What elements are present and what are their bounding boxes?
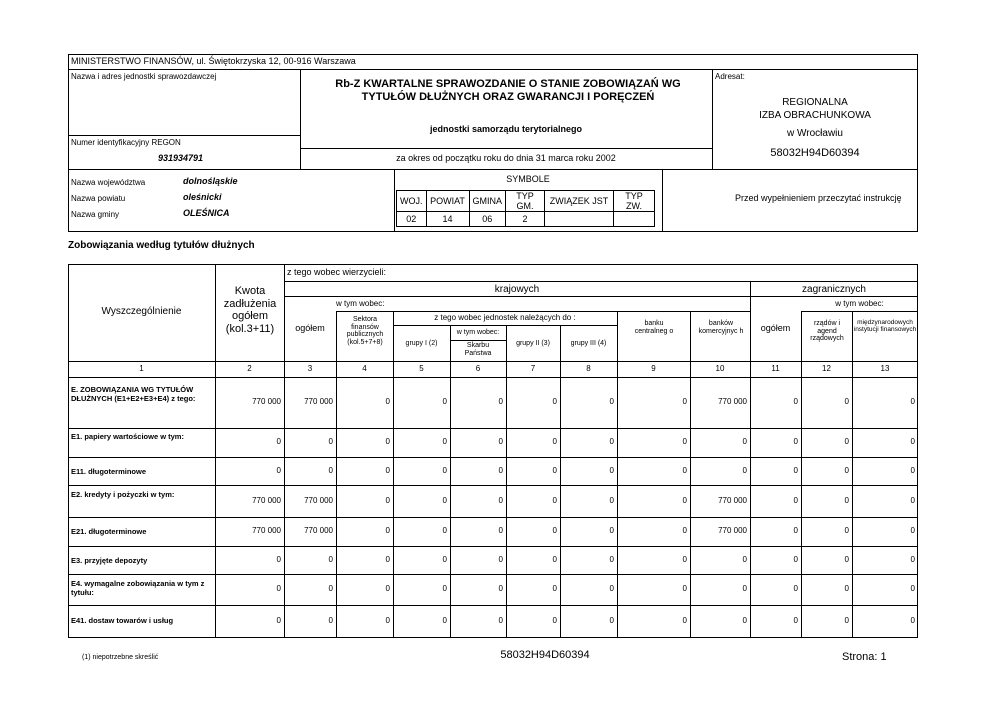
creditors-header: z tego wobec wierzycieli: xyxy=(287,267,387,277)
central-bank-header: banku centralneg o xyxy=(634,320,674,335)
column-number: 12 xyxy=(822,364,831,373)
table-cell: 0 xyxy=(844,437,849,446)
regon-label: Numer identyfikacyjny REGON xyxy=(71,138,181,147)
table-cell: 0 xyxy=(910,526,915,535)
table-cell: 770 000 xyxy=(252,496,281,505)
table-cell: 770 000 xyxy=(304,526,333,535)
table-cell: 0 xyxy=(385,526,390,535)
table-cell: 0 xyxy=(844,526,849,535)
table-cell: 0 xyxy=(742,584,747,593)
table-cell: 0 xyxy=(910,466,915,475)
table-cell: 0 xyxy=(552,584,557,593)
table-cell: 0 xyxy=(498,437,503,446)
domestic-header: krajowych xyxy=(494,284,540,295)
symbol-header: TYP ZW. xyxy=(614,191,655,212)
table-cell: 0 xyxy=(793,496,798,505)
table-cell: 0 xyxy=(682,397,687,406)
symbol-value: 2 xyxy=(506,212,545,227)
report-subtitle: jednostki samorządu terytorialnego xyxy=(429,124,583,134)
table-cell: 0 xyxy=(442,496,447,505)
table-cell: 0 xyxy=(742,616,747,625)
county-label: Nazwa powiatu xyxy=(71,194,126,203)
table-cell: 0 xyxy=(442,437,447,446)
group2-header: grupy II (3) xyxy=(516,340,550,347)
table-cell: 0 xyxy=(910,584,915,593)
table-cell: 0 xyxy=(385,397,390,406)
table-cell: 0 xyxy=(442,397,447,406)
table-cell: 0 xyxy=(385,616,390,625)
table-cell: 0 xyxy=(328,584,333,593)
column-number: 2 xyxy=(247,364,252,373)
table-cell: 0 xyxy=(276,584,281,593)
incl-small-header: w tym wobec: xyxy=(456,329,500,336)
voivodeship-label: Nazwa województwa xyxy=(71,178,146,187)
column-number: 8 xyxy=(586,364,591,373)
row-label-E2: E2. kredyty i pożyczki w tym: xyxy=(71,490,175,499)
column-number: 5 xyxy=(419,364,424,373)
table-cell: 0 xyxy=(552,397,557,406)
symbol-value xyxy=(545,212,614,227)
table-cell: 0 xyxy=(793,555,798,564)
addressee-line3: w Wrocławiu xyxy=(787,128,843,139)
table-cell: 0 xyxy=(498,616,503,625)
table-cell: 0 xyxy=(552,555,557,564)
symbol-value: 02 xyxy=(397,212,427,227)
table-cell: 0 xyxy=(910,555,915,564)
table-cell: 0 xyxy=(609,466,614,475)
foreign-header: zagranicznych xyxy=(802,284,866,295)
table-cell: 0 xyxy=(552,496,557,505)
table-cell: 0 xyxy=(844,616,849,625)
table-cell: 0 xyxy=(498,397,503,406)
table-cell: 0 xyxy=(609,496,614,505)
ministry-line: MINISTERSTWO FINANSÓW, ul. Świętokrzyska 12, 00-916 Warszawa xyxy=(71,56,356,66)
table-cell: 770 000 xyxy=(718,397,747,406)
table-cell: 0 xyxy=(385,437,390,446)
table-cell: 0 xyxy=(609,616,614,625)
table-cell: 0 xyxy=(910,397,915,406)
table-cell: 0 xyxy=(844,466,849,475)
table-cell: 0 xyxy=(276,616,281,625)
voivodeship-value: dolnośląskie xyxy=(183,176,238,186)
intl-institutions-header: międzynarodowych instytucji finansowych xyxy=(853,319,917,334)
column-number: 10 xyxy=(715,364,725,373)
government-header: rządów i agend rządowych xyxy=(810,320,844,343)
table-cell: 0 xyxy=(609,526,614,535)
table-cell: 0 xyxy=(552,526,557,535)
table-cell: 770 000 xyxy=(252,526,281,535)
commercial-banks-header: banków komercyjnyc h xyxy=(698,320,744,335)
table-cell: 0 xyxy=(276,466,281,475)
table-cell: 770 000 xyxy=(304,496,333,505)
column-number: 3 xyxy=(307,364,313,373)
table-cell: 0 xyxy=(682,584,687,593)
table-cell: 0 xyxy=(910,616,915,625)
table-cell: 0 xyxy=(609,584,614,593)
table-cell: 0 xyxy=(552,466,557,475)
symbol-header: ZWIĄZEK JST xyxy=(545,191,614,212)
regon-value: 931934791 xyxy=(158,153,204,163)
table-cell: 0 xyxy=(793,526,798,535)
group3-header: grupy III (4) xyxy=(570,340,607,347)
treasury-header: Skarbu Państwa xyxy=(464,342,492,357)
table-cell: 0 xyxy=(498,526,503,535)
section-title: Zobowiązania według tytułów dłużnych xyxy=(68,240,255,251)
row-label-E: E. ZOBOWIĄZANIA WG TYTUŁÓW DŁUŻNYCH (E1+E2+E3+E4) z tego: xyxy=(71,385,196,403)
table-cell: 0 xyxy=(682,616,687,625)
table-cell: 0 xyxy=(682,437,687,446)
addressee-line2: IZBA OBRACHUNKOWA xyxy=(759,110,871,121)
table-cell: 0 xyxy=(682,496,687,505)
table-cell: 0 xyxy=(498,555,503,564)
column-number: 4 xyxy=(362,364,367,373)
table-cell: 0 xyxy=(609,437,614,446)
page-number: Strona: 1 xyxy=(842,651,887,663)
commune-value: OLEŚNICA xyxy=(183,208,230,218)
table-cell: 0 xyxy=(682,555,687,564)
public-sector-header: Sektora finansów publicznych (kol.5+7+8) xyxy=(346,316,384,347)
row-label-E21: E21. długoterminowe xyxy=(71,527,147,536)
row-label-E41: E41. dostaw towarów i usług xyxy=(71,616,174,625)
county-value: oleśnicki xyxy=(183,192,222,202)
column-number: 7 xyxy=(530,364,536,373)
table-cell: 0 xyxy=(498,466,503,475)
table-cell: 770 000 xyxy=(718,526,747,535)
row-label-E11: E11. długoterminowe xyxy=(71,467,147,476)
symbols-title: SYMBOLE xyxy=(506,174,550,184)
row-label-E4: E4. wymagalne zobowiązania w tym z tytułu: xyxy=(71,579,205,597)
table-cell: 770 000 xyxy=(718,496,747,505)
table-cell: 0 xyxy=(385,496,390,505)
column-number: 1 xyxy=(139,364,144,373)
table-cell: 0 xyxy=(385,555,390,564)
table-cell: 0 xyxy=(844,496,849,505)
footer-code: 58032H94D60394 xyxy=(500,649,590,661)
table-cell: 0 xyxy=(742,437,747,446)
row-label-E1: E1. papiery wartościowe w tym: xyxy=(71,432,184,441)
table-cell: 0 xyxy=(276,437,281,446)
table-cell: 0 xyxy=(910,437,915,446)
table-cell: 0 xyxy=(328,437,333,446)
table-cell: 0 xyxy=(793,466,798,475)
table-cell: 0 xyxy=(385,584,390,593)
table-cell: 0 xyxy=(276,555,281,564)
table-cell: 0 xyxy=(442,584,447,593)
symbol-value: 14 xyxy=(426,212,469,227)
col-description-header: Wyszczególnienie xyxy=(101,306,182,317)
table-cell: 0 xyxy=(910,496,915,505)
column-number: 6 xyxy=(475,364,481,373)
commune-label: Nazwa gminy xyxy=(71,210,120,219)
symbol-header: POWIAT xyxy=(426,191,469,212)
report-period: za okres od początku roku do dnia 31 marca roku 2002 xyxy=(396,153,616,163)
table-cell: 0 xyxy=(793,397,798,406)
total-foreign-header: ogółem xyxy=(760,323,791,333)
symbol-value xyxy=(614,212,655,227)
total-header: ogółem xyxy=(295,323,325,333)
table-cell: 0 xyxy=(498,496,503,505)
table-cell: 770 000 xyxy=(252,397,281,406)
column-number: 9 xyxy=(651,364,656,373)
table-cell: 0 xyxy=(682,466,687,475)
document-code: 58032H94D60394 xyxy=(770,147,860,159)
incl-foreign-header: w tym wobec: xyxy=(835,299,884,308)
table-cell: 0 xyxy=(442,555,447,564)
table-cell: 0 xyxy=(793,616,798,625)
table-cell: 0 xyxy=(552,616,557,625)
symbols-table xyxy=(396,190,655,227)
group1-header: grupy I (2) xyxy=(405,340,438,347)
addressee-label: Adresat: xyxy=(715,72,745,81)
table-cell: 770 000 xyxy=(304,397,333,406)
table-cell: 0 xyxy=(844,397,849,406)
table-cell: 0 xyxy=(609,397,614,406)
row-label-E3: E3. przyjęte depozyty xyxy=(71,556,148,565)
table-cell: 0 xyxy=(328,616,333,625)
table-cell: 0 xyxy=(552,437,557,446)
instruction-note: Przed wypełnieniem przeczytać instrukcję xyxy=(735,193,902,203)
table-cell: 0 xyxy=(844,555,849,564)
table-cell: 0 xyxy=(793,437,798,446)
incl-header: w tym wobec: xyxy=(336,299,385,308)
unit-name-label: Nazwa i adres jednostki sprawozdawczej xyxy=(71,72,217,81)
table-cell: 0 xyxy=(609,555,614,564)
col-amount-header: Kwota zadłużenia ogółem (kol.3+11) xyxy=(223,285,277,335)
table-cell: 0 xyxy=(442,526,447,535)
table-cell: 0 xyxy=(682,526,687,535)
table-cell: 0 xyxy=(742,466,747,475)
table-cell: 0 xyxy=(328,555,333,564)
column-number: 11 xyxy=(771,364,780,373)
symbol-header: TYP GM. xyxy=(506,191,545,212)
table-cell: 0 xyxy=(385,466,390,475)
table-cell: 0 xyxy=(498,584,503,593)
table-cell: 0 xyxy=(442,616,447,625)
table-cell: 0 xyxy=(844,584,849,593)
footer-note: (1) niepotrzebne skreślić xyxy=(82,654,159,661)
column-number: 13 xyxy=(880,364,890,373)
table-cell: 0 xyxy=(793,584,798,593)
symbol-header: WOJ. xyxy=(397,191,427,212)
table-cell: 0 xyxy=(328,466,333,475)
report-title: Rb-Z KWARTALNE SPRAWOZDANIE O STANIE ZOBOWIĄZAŃ WG TYTUŁÓW DŁUŻNYCH ORAZ GWARANCJI I PORĘCZEŃ xyxy=(335,78,681,104)
jst-units-header: z tego wobec jednostek należących do : xyxy=(434,313,576,322)
symbol-header: GMINA xyxy=(469,191,506,212)
symbol-value: 06 xyxy=(469,212,506,227)
table-cell: 0 xyxy=(442,466,447,475)
addressee-line1: REGIONALNA xyxy=(782,97,848,108)
table-cell: 0 xyxy=(742,555,747,564)
